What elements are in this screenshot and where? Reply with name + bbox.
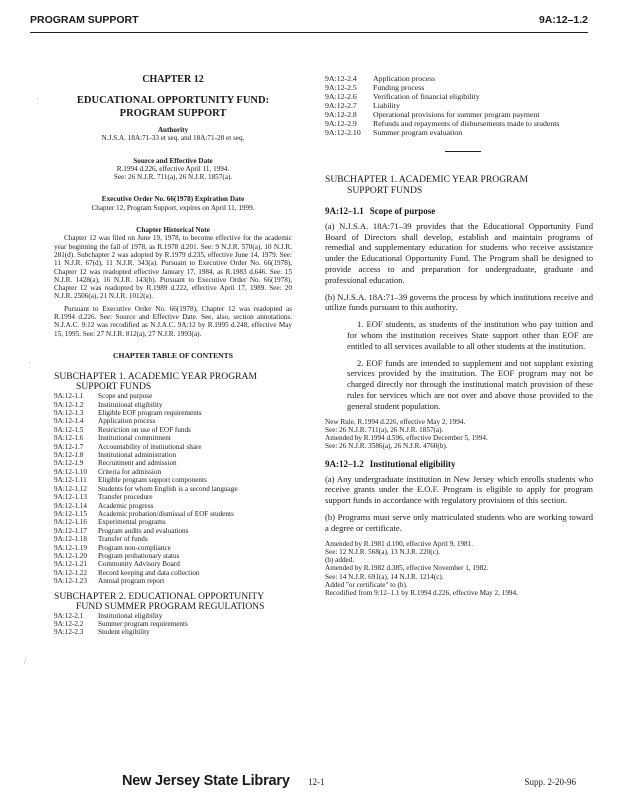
toc-row (54, 476, 238, 484)
executive-order-text: Chapter 12, Program Support, expires on April 11, 1999. (91, 203, 255, 212)
section-number: 9A:12–1.2 (325, 458, 364, 469)
scan-mark: · (36, 94, 39, 104)
toc-section-title: Program audits and evaluations (98, 526, 189, 535)
authority-text: N.J.S.A. 18A:71-33 et seq. and 18A:71-28 et seq. (101, 134, 245, 143)
toc-subchapter-2-continued-list (325, 74, 585, 137)
section-1-1-history-note (325, 418, 593, 451)
toc-section-title: Accountability of institutional share (98, 442, 202, 451)
toc-section-number: 9A:12-1.16 (54, 518, 87, 527)
toc-section-title: Application process (98, 417, 156, 426)
toc-row (54, 628, 188, 636)
toc-section-number: 9A:12-1.14 (54, 501, 87, 510)
toc-row (325, 74, 585, 83)
subchapter-1-line-1: SUBCHAPTER 1. ACADEMIC YEAR PROGRAM (325, 174, 529, 185)
running-header (30, 14, 588, 30)
toc-section-number: 9A:12-1.17 (54, 526, 87, 535)
authority-heading: Authority (157, 126, 189, 134)
toc-row (325, 110, 585, 119)
toc-section-number: 9A:12-2.3 (54, 628, 84, 637)
toc-section-title: Academic probation/dismissal of EOF students (98, 509, 234, 518)
section-1-1-item-1: 1. EOF students, as students of the institution who pay tuition and for whom the institution receives State support other than EOF are entitled to all services available to all other students at the institution. (347, 319, 593, 351)
toc-row (54, 434, 238, 442)
toc-section-number: 9A:12-1.2 (54, 400, 84, 409)
toc-section-title: Institutional eligibility (98, 611, 163, 620)
toc-section-number: 9A:12-1.9 (54, 459, 84, 468)
toc-section-title: Student eligibility (98, 628, 150, 637)
toc-section-number: 9A:12-1.18 (54, 535, 87, 544)
toc-section-number: 9A:12-1.3 (54, 409, 84, 418)
toc-section-number: 9A:12-2.9 (325, 119, 357, 128)
history-line: Amended by R.1982 d.385, effective November 1, 1982. (325, 564, 489, 573)
toc-section-number: 9A:12-2.7 (325, 101, 357, 110)
toc-section-title: Scope and purpose (98, 392, 153, 401)
history-line: Recodified from 9:12–1.1 by R.1994 d.226, effective May 2, 1994. (325, 589, 518, 598)
toc-section-number: 9A:12-1.10 (54, 467, 87, 476)
chapter-title-line-1: EDUCATIONAL OPPORTUNITY FUND: (76, 95, 270, 106)
section-title: Institutional eligibility (369, 458, 456, 469)
toc-row (54, 451, 238, 459)
toc-section-number: 9A:12-1.8 (54, 451, 84, 460)
toc-section-title: Record keeping and data collection (98, 568, 200, 577)
toc-row (54, 569, 238, 577)
history-line: See: 26 N.J.R. 3586(a), 26 N.J.R. 4760(b). (325, 442, 448, 451)
toc-row (54, 518, 238, 526)
toc-row (54, 468, 238, 476)
toc-row (54, 443, 238, 451)
toc-row (325, 83, 585, 92)
section-1-1-item-2: 2. EOF funds are intended to supplement and not supplant existing services provided by the institution. The EOF program may not be charged directly nor through the institutional match provision of these rules for services which are not over and above those provided to the general student population. (347, 357, 593, 411)
section-1-1-heading (325, 206, 593, 217)
toc-subchapter-2-heading (54, 592, 292, 612)
toc-section-title: Institutional administration (98, 451, 177, 460)
toc-row (54, 417, 238, 425)
section-1-2-heading (325, 459, 593, 470)
toc-row (54, 392, 238, 400)
supplement-date: Supp. 2-20-96 (524, 777, 576, 787)
toc-section-number: 9A:12-1.23 (54, 577, 87, 586)
toc-section-number: 9A:12-2.2 (54, 619, 84, 628)
header-rule (30, 32, 588, 33)
toc-row (54, 426, 238, 434)
toc-row (54, 493, 238, 501)
chapter-title-line-2: PROGRAM SUPPORT (119, 108, 227, 119)
section-1-2-para-b: (b) Programs must serve only matriculated students who are working toward a degree or certificate. (325, 511, 593, 533)
section-title: Scope of purpose (369, 206, 436, 216)
toc-section-number: 9A:12-1.6 (54, 434, 84, 443)
left-column (54, 74, 292, 637)
toc-section-number: 9A:12-2.5 (325, 83, 357, 92)
toc-section-title: Transfer of funds (98, 535, 148, 544)
toc-row (54, 502, 238, 510)
toc-section-number: 9A:12-1.7 (54, 442, 84, 451)
toc-section-title: Summer program requirements (98, 619, 188, 628)
toc-subchapter-1-heading (54, 372, 292, 392)
history-line: Added "or certificate" to (b). (325, 581, 408, 589)
toc-section-number: 9A:12-2.6 (325, 92, 357, 101)
page-footer (0, 774, 618, 790)
toc-section-number: 9A:12-1.13 (54, 493, 87, 502)
toc-section-title: Refunds and repayments of disbursements made to students (373, 119, 560, 128)
toc-section-title: Annual program report (98, 577, 165, 586)
subchapter-1-line-2: SUPPORT FUNDS (347, 185, 423, 196)
toc-section-title: Liability (373, 101, 400, 110)
toc-section-title: Operational provisions for summer program payment (373, 110, 540, 119)
toc-section-number: 9A:12-1.12 (54, 484, 87, 493)
source-text-2: See: 26 N.J.R. 711(a), 26 N.J.R. 1857(a). (113, 173, 233, 182)
toc-subchapter-1-line-1: SUBCHAPTER 1. ACADEMIC YEAR PROGRAM (54, 371, 258, 383)
historical-note-paragraph-2: Pursuant to Executive Order No. 66(1978), Chapter 12 was readopted as R.1994 d.226. See: Source and Effective Date. See, also, section annotations. N.J.A.C. 9:12 was recodified as N.J.A.C. 9A:12 by R.1995 d.248, effective May 15, 1995. See: 27 N.J.R. 812(a), 27 N.J.R. 1993(a). (54, 304, 292, 338)
history-line: Amended by R.1994 d.596, effective December 5, 1994. (325, 434, 488, 443)
toc-subchapter-2-list (54, 612, 188, 637)
toc-row (325, 128, 585, 137)
toc-row (325, 92, 585, 101)
toc-section-title: Restriction on use of EOF funds (98, 425, 191, 434)
toc-section-number: 9A:12-2.8 (325, 110, 357, 119)
toc-section-title: Institutional commitment (98, 434, 171, 443)
toc-section-number: 9A:12-1.4 (54, 417, 84, 426)
toc-row (325, 101, 585, 110)
toc-section-number: 9A:12-1.11 (54, 476, 87, 485)
toc-section-number: 9A:12-2.4 (325, 74, 357, 83)
toc-row (54, 620, 188, 628)
chapter-title (54, 94, 292, 120)
toc-row (54, 401, 238, 409)
section-1-1-para-b: (b) N.J.S.A. 18A:71–39 governs the process by which institutions receive and utilize funds pursuant to this authority. (325, 291, 593, 313)
toc-row (54, 485, 238, 493)
toc-subchapter-2-line-1: SUBCHAPTER 2. EDUCATIONAL OPPORTUNITY (54, 590, 265, 602)
subchapter-1-heading (325, 174, 593, 196)
history-line: See: 26 N.J.R. 711(a), 26 N.J.R. 1857(a). (325, 425, 444, 434)
toc-section-title: Recruitment and admission (98, 459, 177, 468)
toc-row (54, 409, 238, 417)
history-line: See: 12 N.J.R. 568(a), 13 N.J.R. 220(c). (325, 547, 440, 556)
section-number: 9A:12–1.1 (325, 206, 364, 216)
toc-section-title: Transfer procedure (98, 493, 153, 502)
header-left: PROGRAM SUPPORT (30, 14, 139, 26)
toc-section-number: 9A:12-1.21 (54, 560, 87, 569)
toc-row (54, 459, 238, 467)
toc-subchapter-1-line-2: SUPPORT FUNDS (76, 381, 152, 393)
source-heading: Source and Effective Date (133, 156, 213, 165)
toc-section-number: 9A:12-2.1 (54, 611, 84, 620)
toc-section-title: Verification of financial eligibility (373, 92, 480, 101)
toc-section-number: 9A:12-2.10 (325, 128, 361, 137)
right-column (325, 74, 593, 598)
toc-row (54, 612, 188, 620)
section-1-2-history-note (325, 540, 593, 598)
chapter-number: CHAPTER 12 (142, 74, 204, 85)
page-number: 12-1 (308, 777, 325, 787)
toc-section-number: 9A:12-1.19 (54, 543, 87, 552)
toc-section-title: Institutional eligibility (98, 400, 163, 409)
section-divider (445, 151, 481, 152)
toc-row (325, 119, 585, 128)
history-line: New Rule, R.1994 d.226, effective May 2, 1994. (325, 417, 466, 426)
history-line: Amended by R.1981 d.100, effective April 9, 1981. (325, 539, 473, 548)
toc-section-title: Summer program evaluation (373, 128, 463, 137)
history-line: (b) added. (325, 556, 355, 565)
toc-subchapter-1-list (54, 392, 238, 585)
toc-row (54, 544, 238, 552)
history-line: See: 14 N.J.R. 691(a), 14 N.J.R. 1214(c). (325, 572, 444, 581)
toc-row (54, 560, 238, 568)
toc-section-title: Community Advisory Board (98, 560, 180, 569)
historical-note-paragraph-1: Chapter 12 was filed on June 19, 1978, to become effective for the academic year beginning the fall of 1978, as R.1978 d.201. See: 9 N.J.R. 570(a), 10 N.J.R. 281(d). Subchapter 2 was adopted by R.1979 d.235, effective June 14, 1979. See: 11 N.J.R. 67(d), 11 N.J.R. 343(a). Pursuant to Executive Order No. 66(1978), Chapter 12 was readopted effective January 17, 1984, as R.1983 d.646. See: 15 N.J.R. 1428(a), 16 N.J.R. 143(b). Pursuant to Executive Order No. 66(1978), Chapter 12 was readopted by R.1989 d.222, effective April 17, 1989. See: 20 N.J.R. 2506(a), 21 N.J.R. 1012(a). (54, 234, 292, 301)
toc-section-title: Funding process (373, 83, 425, 92)
toc-row (54, 527, 238, 535)
toc-section-number: 9A:12-1.22 (54, 568, 87, 577)
scan-mark: / (24, 656, 27, 666)
toc-title: CHAPTER TABLE OF CONTENTS (113, 350, 233, 360)
scan-mark: · (28, 358, 31, 368)
toc-section-title: Eligible EOF program requirements (98, 409, 202, 418)
source-text-1: R.1994 d.226, effective April 11, 1994. (116, 164, 230, 173)
toc-section-title: Program non-compliance (98, 543, 171, 552)
toc-subchapter-2-line-2: FUND SUMMER PROGRAM REGULATIONS (76, 600, 265, 612)
toc-section-title: Criteria for admission (98, 467, 162, 476)
toc-row (54, 577, 238, 585)
toc-section-title: Program probationary status (98, 551, 180, 560)
toc-section-title: Academic progress (98, 501, 154, 510)
toc-section-title: Application process (373, 74, 436, 83)
toc-row (54, 510, 238, 518)
toc-section-number: 9A:12-1.15 (54, 509, 87, 518)
section-1-2-para-a: (a) Any undergraduate institution in New Jersey which enrolls students who receive grants under the E.O.F. Program is eligible to apply for program support funds in accordance with regulatory provisions of this section. (325, 473, 593, 506)
toc-section-number: 9A:12-1.20 (54, 551, 87, 560)
toc-section-number: 9A:12-1.5 (54, 425, 84, 434)
toc-section-title: Students for whom English is a second language (98, 484, 238, 493)
toc-row (54, 535, 238, 543)
header-right: 9A:12–1.2 (538, 14, 588, 26)
toc-row (54, 552, 238, 560)
executive-order-heading: Executive Order No. 66(1978) Expiration Date (101, 195, 245, 204)
historical-note-heading: Chapter Historical Note (136, 226, 210, 235)
section-1-1-para-a: (a) N.J.S.A. 18A:71–39 provides that the Educational Opportunity Fund Board of Directors shall develop, establish and maintain programs of remedial and supplementary education for students who receive assistance under the Educational Opportunity Fund. The Program shall be designed to provide access to and preparation for undergraduate, graduate and professional education. (325, 220, 593, 285)
toc-section-title: Experimental programs (98, 518, 166, 527)
toc-section-number: 9A:12-1.1 (54, 392, 84, 401)
library-stamp: New Jersey State Library (122, 773, 290, 789)
toc-section-title: Eligible program support components (98, 476, 207, 485)
